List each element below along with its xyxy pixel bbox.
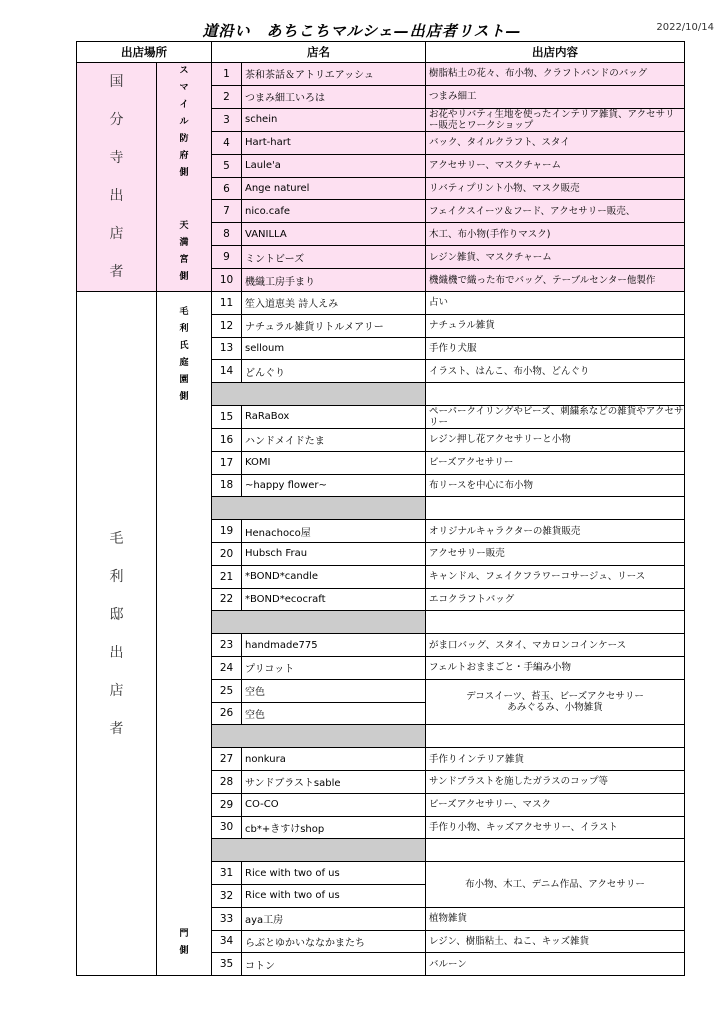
row-number: 33 [212,907,242,930]
shop-description: ビーズアクセサリー [426,451,685,474]
gap-cell [212,611,426,634]
row-number: 35 [212,953,242,976]
row-number: 15 [212,405,242,428]
shop-description: アクセサリー販売 [426,542,685,565]
shop-description: 手作りインテリア雑貨 [426,748,685,771]
row-number: 6 [212,177,242,200]
row-number: 26 [212,702,242,725]
shop-name: コトン [242,953,426,976]
area-mouri: 毛 利 邸 出 店 者 [77,292,157,976]
shop-description: デコスイーツ、苔玉、ビーズアクセサリー あみぐるみ、小物雑貨 [426,679,685,725]
shop-description: エコクラフトバッグ [426,588,685,611]
row-number: 31 [212,862,242,885]
shop-name: 空色 [242,702,426,725]
side-label-mon: 門 側 [179,929,189,956]
area-kokubunji: 国 分 寺 出 店 者 [77,63,157,292]
shop-name: サンドブラストsable [242,770,426,793]
row-number: 22 [212,588,242,611]
shop-description: レジン押し花アクセサリーと小物 [426,428,685,451]
shop-description: 機織機で織った布でバッグ、テーブルセンター他製作 [426,269,685,292]
document-date: 2022/10/14 [656,22,714,33]
shop-name: ナチュラル雑貨リトルメアリー [242,314,426,337]
row-number: 27 [212,748,242,771]
shop-name: RaRaBox [242,405,426,428]
row-number: 11 [212,292,242,315]
side-mouri [157,292,212,976]
shop-description: アクセサリー、マスクチャーム [426,154,685,177]
table-row [77,292,685,315]
row-number: 23 [212,634,242,657]
row-number: 4 [212,131,242,154]
shop-name: schein [242,108,426,131]
side-kokubunji [157,63,212,292]
gap-cell [426,725,685,748]
table-row [77,63,685,86]
header-location: 出店場所 [77,42,212,63]
shop-name: *BOND*ecocraft [242,588,426,611]
gap-cell [426,611,685,634]
shop-name: Hart-hart [242,131,426,154]
shop-description: フェルトおままごと・手編み小物 [426,656,685,679]
shop-description: イラスト、はんこ、布小物、どんぐり [426,360,685,383]
row-number: 16 [212,428,242,451]
shop-name: *BOND*candle [242,565,426,588]
row-number: 10 [212,269,242,292]
gap-cell [212,725,426,748]
shop-name: nonkura [242,748,426,771]
row-number: 34 [212,930,242,953]
shop-description: サンドブラストを施したガラスのコップ等 [426,770,685,793]
shop-description: リバティプリント小物、マスク販売 [426,177,685,200]
shop-name: Rice with two of us [242,862,426,885]
shop-name: ~happy flower~ [242,474,426,497]
shop-description: キャンドル、フェイクフラワーコサージュ、リース [426,565,685,588]
shop-name: Laule'a [242,154,426,177]
shop-name: Rice with two of us [242,884,426,907]
shop-description: 木工、布小物(手作りマスク) [426,223,685,246]
shop-description: 手作り犬服 [426,337,685,360]
row-number: 8 [212,223,242,246]
shop-description: ビーズアクセサリー、マスク [426,793,685,816]
shop-name: 笙入道恵美 詩人えみ [242,292,426,315]
shop-name: 茶和茶話＆アトリエアッシュ [242,63,426,86]
gap-cell [426,383,685,406]
shop-name: nico.cafe [242,200,426,223]
row-number: 30 [212,816,242,839]
row-number: 18 [212,474,242,497]
row-number: 28 [212,770,242,793]
shop-description: お花やリバティ生地を使ったインテリア雑貨、アクセサリー販売とワークショップ [426,108,685,131]
shop-description: がま口バッグ、スタイ、マカロンコインケース [426,634,685,657]
shop-description: 占い [426,292,685,315]
shop-name: つまみ細工いろは [242,85,426,108]
shop-description: バック、タイルクラフト、スタイ [426,131,685,154]
gap-cell [426,497,685,520]
shop-description: ペーパークイリングやビーズ、刺繍糸などの雑貨やアクセサリー [426,405,685,428]
document-title: 道沿い あちこちマルシェ—出店者リスト— [202,22,522,40]
row-number: 9 [212,246,242,269]
row-number: 29 [212,793,242,816]
shop-description: 手作り小物、キッズアクセサリー、イラスト [426,816,685,839]
row-number: 19 [212,520,242,543]
shop-description: 樹脂粘土の花々、布小物、クラフトバンドのバッグ [426,63,685,86]
shop-name: handmade775 [242,634,426,657]
shop-description: フェイクスイーツ＆フード、アクセサリー販売、 [426,200,685,223]
shop-name: aya工房 [242,907,426,930]
shop-description: レジン、樹脂粘土、ねこ、キッズ雑貨 [426,930,685,953]
row-number: 12 [212,314,242,337]
gap-cell [212,383,426,406]
shop-description: バルーン [426,953,685,976]
shop-description: 布リースを中心に布小物 [426,474,685,497]
row-number: 1 [212,63,242,86]
shop-name: 空色 [242,679,426,702]
shop-name: どんぐり [242,360,426,383]
shop-name: ミントビーズ [242,246,426,269]
shop-name: ハンドメイドたま [242,428,426,451]
shop-name: CO-CO [242,793,426,816]
shop-description: 植物雑貨 [426,907,685,930]
side-label-smile: ス マ イ ル 防 府 側 [179,66,189,178]
shop-name: selloum [242,337,426,360]
gap-cell [212,839,426,862]
shop-name: VANILLA [242,223,426,246]
shop-name: KOMI [242,451,426,474]
row-number: 7 [212,200,242,223]
shop-name: プリコット [242,656,426,679]
side-label-mouri-garden: 毛 利 氏 庭 園 側 [179,307,189,402]
row-number: 25 [212,679,242,702]
row-number: 3 [212,108,242,131]
row-number: 17 [212,451,242,474]
shop-name: Ange naturel [242,177,426,200]
gap-cell [426,839,685,862]
header-content: 出店内容 [426,42,685,63]
exhibitor-table [76,41,685,976]
shop-description: レジン雑貨、マスクチャーム [426,246,685,269]
row-number: 13 [212,337,242,360]
row-number: 14 [212,360,242,383]
shop-description: オリジナルキャラクターの雑貨販売 [426,520,685,543]
shop-name: 機織工房手まり [242,269,426,292]
row-number: 21 [212,565,242,588]
shop-description: 布小物、木工、デニム作品、アクセサリー [426,862,685,908]
row-number: 20 [212,542,242,565]
header-shop: 店名 [212,42,426,63]
row-number: 5 [212,154,242,177]
table-body [77,63,685,976]
shop-description: つまみ細工 [426,85,685,108]
shop-name: Hubsch Frau [242,542,426,565]
shop-name: らぶとゆかいななかまたち [242,930,426,953]
row-number: 32 [212,884,242,907]
shop-description: ナチュラル雑貨 [426,314,685,337]
row-number: 24 [212,656,242,679]
shop-name: Henachoco屋 [242,520,426,543]
shop-name: cb*+きすけshop [242,816,426,839]
side-label-tenmangu: 天 満 宮 側 [179,221,189,282]
row-number: 2 [212,85,242,108]
gap-cell [212,497,426,520]
